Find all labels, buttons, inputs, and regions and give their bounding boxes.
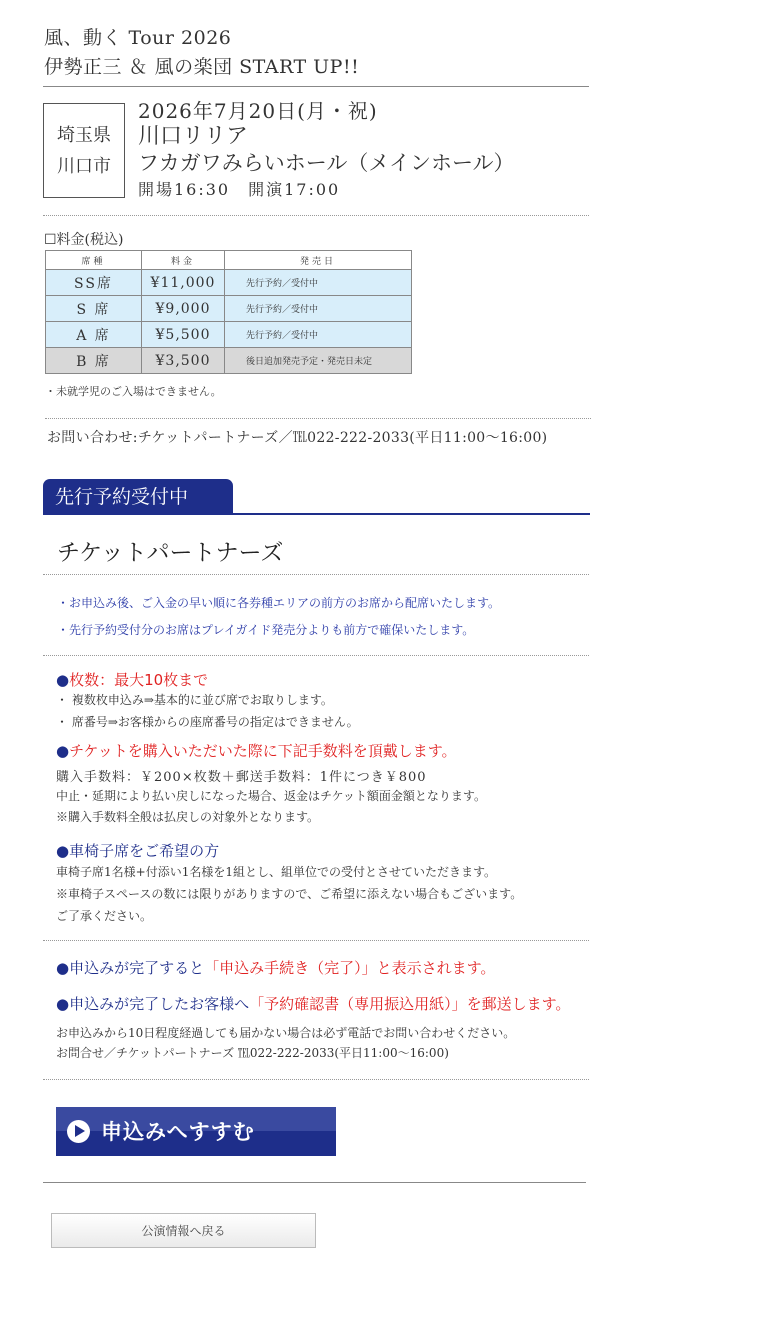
- venue-divider: [43, 215, 589, 216]
- completion-highlight: 「申込み手続き（完了）」と表示されます。: [204, 959, 496, 977]
- presale-note: ・お申込み後、ご入金の早い順に各券種エリアの前方のお席から配席いたします。: [57, 596, 501, 610]
- prefecture: 埼玉県: [57, 124, 111, 146]
- seat-type: A 席: [46, 322, 142, 348]
- mail-highlight: 「予約確認書（専用振込用紙）」を郵送します。: [249, 995, 571, 1013]
- completion-prefix: 申込みが完了すると: [69, 959, 205, 977]
- partner-name: チケットパートナーズ: [57, 540, 284, 566]
- event-times: 開場16:30 開演17:00: [138, 180, 341, 199]
- wheelchair-heading: [56, 840, 219, 861]
- limit-heading-text: 枚数：最大10枚まで: [69, 671, 209, 689]
- completion-contact: お問合せ／チケットパートナーズ ℡022-222-2033(平日11:00〜16:00): [56, 1046, 449, 1060]
- back-button[interactable]: 公演情報へ戻る: [51, 1213, 316, 1248]
- fee-formula: 購入手数料：￥200×枚数＋郵送手数料：1件につき￥800: [56, 770, 427, 785]
- seat-price: ¥9,000: [142, 296, 225, 322]
- bullet-icon: ●: [56, 842, 70, 860]
- fee-heading-text: チケットを購入いただいた際に下記手数料を頂戴します。: [69, 742, 457, 760]
- tour-title: [44, 24, 359, 82]
- city: 川口市: [57, 155, 111, 177]
- inquiry-text: お問い合わせ:チケットパートナーズ／℡022-222-2033(平日11:00〜16:00): [47, 430, 548, 446]
- seat-price: ¥5,500: [142, 322, 225, 348]
- age-note: ・未就学児のご入場はできません。: [45, 385, 222, 398]
- seat-type: SS席: [46, 270, 142, 296]
- bullet-icon: ●: [56, 959, 70, 977]
- bullet-icon: ●: [56, 671, 70, 689]
- price-table-header: [46, 251, 412, 270]
- presale-tab-line: [43, 513, 590, 515]
- seat-price: ¥3,500: [142, 348, 225, 374]
- venue-name: 川口リリア: [138, 124, 249, 149]
- mail-prefix: 申込みが完了したお客様へ: [69, 995, 250, 1013]
- limit-line: ・ 複数枚申込み⇒基本的に並び席でお取りします。: [56, 693, 333, 707]
- seat-type: S 席: [46, 296, 142, 322]
- price-heading: ☐料金(税込): [44, 232, 124, 248]
- fee-heading: [56, 740, 457, 761]
- wheelchair-heading-text: 車椅子席をご希望の方: [69, 842, 220, 860]
- table-row: [46, 270, 412, 296]
- completion-divider: [43, 1079, 589, 1080]
- column-header: 料金: [142, 251, 225, 270]
- play-arrow-icon: [75, 1125, 85, 1137]
- footer-divider: [43, 1182, 586, 1183]
- bullet-icon: ●: [56, 742, 70, 760]
- wheelchair-line: 車椅子席1名様+付添い1名様を1組とし、組単位での受付とさせていただきます。: [56, 865, 497, 879]
- tour-title-line2: 伊勢正三 ＆ 風の楽団 START UP!!: [44, 56, 360, 78]
- venue-info: [138, 98, 515, 204]
- fee-line: ※購入手数料全般は払戻しの対象外となります。: [56, 810, 320, 824]
- wheelchair-divider: [43, 940, 589, 941]
- event-date: 2026年7月20日(月・祝): [138, 99, 378, 123]
- partner-divider: [43, 574, 589, 575]
- mail-line: [56, 993, 570, 1014]
- location-box: [43, 103, 125, 198]
- wheelchair-line: ※車椅子スペースの数には限りがありますので、ご希望に添えない場合もございます。: [56, 887, 523, 901]
- sale-status: 先行予約／受付中: [225, 322, 412, 348]
- wheelchair-line: ご了承ください。: [56, 909, 153, 923]
- proceed-label: 申込みへすすむ: [101, 1120, 255, 1144]
- completion-line: [56, 957, 495, 978]
- bullet-icon: ●: [56, 995, 70, 1013]
- seat-price: ¥11,000: [142, 270, 225, 296]
- column-header: 席種: [46, 251, 142, 270]
- table-row: [46, 348, 412, 374]
- completion-note: お申込みから10日程度経過しても届かない場合は必ず電話でお問い合わせください。: [56, 1026, 516, 1040]
- sale-status: 先行予約／受付中: [225, 270, 412, 296]
- sale-status: 後日追加発売予定・発売日未定: [225, 348, 412, 374]
- limit-heading: [56, 669, 208, 690]
- seat-type: B 席: [46, 348, 142, 374]
- price-table: [45, 250, 412, 374]
- column-header: 発売日: [225, 251, 412, 270]
- notes-divider: [43, 655, 589, 656]
- pricing-divider: [45, 418, 591, 419]
- presale-note: ・先行予約受付分のお席はプレイガイド発売分よりも前方で確保いたします。: [57, 623, 475, 637]
- proceed-button[interactable]: [56, 1107, 336, 1156]
- fee-line: 中止・延期により払い戻しになった場合、返金はチケット額面金額となります。: [56, 789, 486, 803]
- tour-title-line1: 風、動く Tour 2026: [44, 27, 232, 49]
- venue-hall: フカガワみらいホール（メインホール）: [138, 151, 515, 175]
- table-row: [46, 322, 412, 348]
- presale-tab: 先行予約受付中: [43, 479, 233, 514]
- limit-line: ・ 席番号⇒お客様からの座席番号の指定はできません。: [56, 715, 359, 729]
- table-row: [46, 296, 412, 322]
- header-divider: [43, 86, 589, 87]
- sale-status: 先行予約／受付中: [225, 296, 412, 322]
